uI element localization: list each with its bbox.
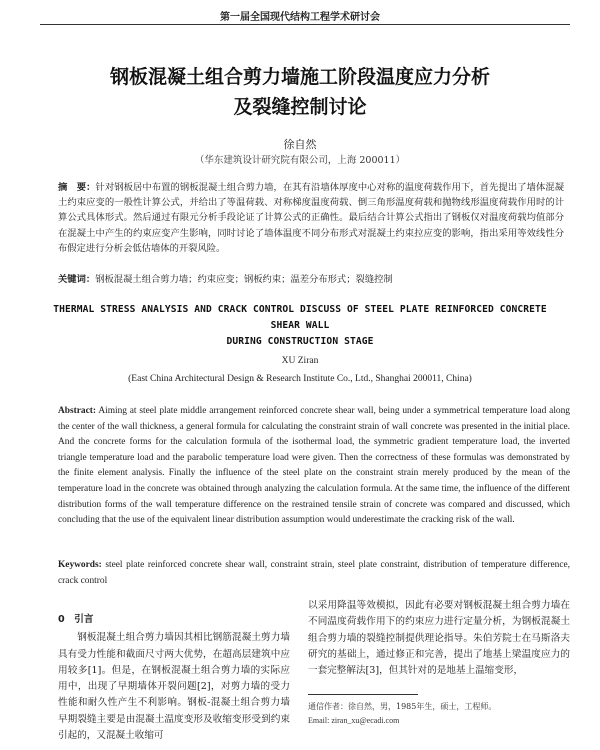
- chinese-keywords-text: 钢板混凝土组合剪力墙；约束应变；钢板约束；温差分布形式；裂缝控制: [95, 274, 393, 285]
- english-affiliation: (East China Architectural Design & Research Institute Co., Ltd., Shanghai 200011, China): [128, 374, 472, 384]
- english-title-line-2: DURING CONSTRUCTION STAGE: [226, 336, 374, 347]
- chinese-affiliation: （华东建筑设计研究院有限公司，上海 200011）: [194, 155, 406, 166]
- chinese-abstract: [58, 180, 564, 256]
- body-column-right: [308, 598, 570, 679]
- header-rule: [40, 24, 570, 25]
- body-column-left: [58, 612, 290, 744]
- chinese-author: 徐自然: [283, 138, 317, 151]
- english-keywords-label: Keywords:: [58, 560, 102, 570]
- english-title: [40, 302, 560, 350]
- body-paragraph-left: 钢板混凝土组合剪力墙因其相比钢筋混凝土剪力墙具有受力性能和截面尺寸两大优势，在超高层建筑中应用较多[1]。但是，在钢板混凝土组合剪力墙的实际应用中，出现了早期墙体开裂问题[2]，对剪力墙的受力性能和耐久性产生不利影响。钢板-混凝土组合剪力墙早期裂缝主要是由混凝土温度变形及收缩变形受到约束引起的，又混凝土收缩可: [58, 632, 290, 742]
- footnote-email: Email: ziran_xu@ecadi.com: [308, 716, 400, 725]
- chinese-title-line-1: 钢板混凝土组合剪力墙施工阶段温度应力分析: [109, 66, 490, 88]
- chinese-title: [30, 62, 570, 122]
- chinese-keywords-label: 关键词：: [58, 274, 96, 285]
- section-heading: 0 引言: [58, 614, 94, 625]
- chinese-title-line-2: 及裂缝控制讨论: [233, 96, 367, 118]
- chinese-abstract-text: 针对钢板居中布置的钢板混凝土组合剪力墙，在其有沿墙体厚度中心对称的温度荷载作用下，首先提出了墙体混凝土约束应变的一般性计算公式，并给出了等温荷载、对称梯度温度荷载、倒三角形温度荷载和抛物线形温度荷载作用时的计算公式具体形式。然后通过有限元分析手段论证了计算公式的正确性。最后结合计算公式指出了钢板仅对温度荷载均值部分在混凝土中产生的约束应变产生影响，同时讨论了墙体温度不同分布形式对混凝土约束拉应变的影响，指出采用等效线性分布假定进行分析会低估墙体的开裂风险。: [58, 182, 564, 254]
- english-abstract-text: Aiming at steel plate middle arrangement reinforced concrete shear wall, being under a symmetrical temperature load along the center of the wall thickness, a general formula for calculating the constraint strain of wall concrete was presented in the initial place. And the concrete forms for the calculation formula of the isothermal load, the symmetric gradient temperature load, the inverted triangle temperature load and the parabolic temperature load were given. Then the correctness of these formulas was demonstrated by the finite element analysis. Finally the influence of the steel plate on the constraint strain merely produced by the mean of the temperature load in the concrete was obtained through analyzing the calculation formula. At the same time, the influence of the different distribution forms of the wall temperature difference on the restrained tensile strain of concrete was compared and discussed, which concluding that the use of the equivalent linear distribution assumption would underestimate the cracking risk of the wall.: [58, 406, 570, 526]
- chinese-abstract-label: 摘 要：: [58, 182, 96, 193]
- english-author: XU Ziran: [281, 356, 319, 366]
- chinese-keywords: [58, 272, 564, 287]
- footnote-author: 通信作者：徐自然，男，1985年生，硕士，工程师。: [308, 702, 497, 711]
- body-paragraph-right: 以采用降温等效模拟，因此有必要对钢板混凝土组合剪力墙在不同温度荷载作用下的约束应力进行定量分析，为钢板混凝土组合剪力墙的裂缝控制提供理论指导。朱伯芳院士在马斯洛夫研究的基础上，通过修正和完善，提出了地基上梁温度应力的一套完整解法[3]，但其针对的是地基上温缩变形，: [308, 600, 570, 677]
- english-title-line-1: THERMAL STRESS ANALYSIS AND CRACK CONTROL DISCUSS OF STEEL PLATE REINFORCED CONCRETE SHEAR WALL: [53, 304, 547, 331]
- english-keywords: [58, 558, 570, 589]
- running-head: 第一届全国现代结构工程学术研讨会: [220, 12, 380, 23]
- english-keywords-text: steel plate reinforced concrete shear wall, constraint strain, steel plate constraint, distribution of temperature difference, crack control: [58, 560, 570, 586]
- english-abstract: [58, 404, 570, 529]
- english-abstract-label: Abstract:: [58, 406, 97, 416]
- footnote: [308, 700, 570, 728]
- footnote-rule: [308, 694, 418, 695]
